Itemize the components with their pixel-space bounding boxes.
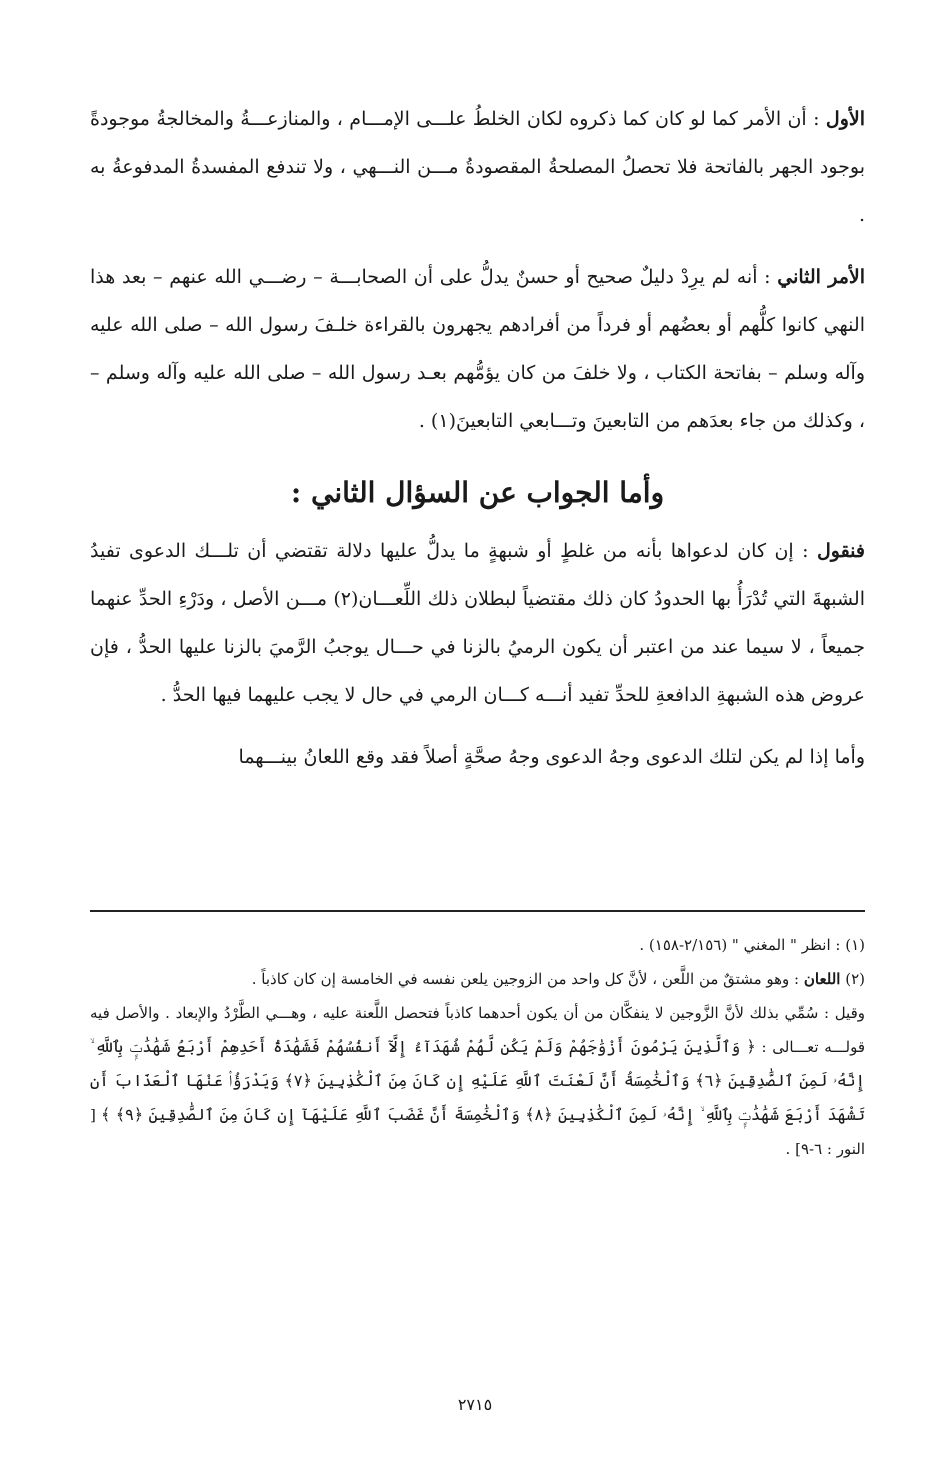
paragraph-fourth — [90, 733, 865, 781]
footnote-text: وقيل : سُمِّي بذلك لأنَّ الزَّوجين لا ينفكَّان من أن يكون أحدهما كاذباً فتحصل اللَّعنة عليه ، وهـــي الطَّرْدُ والإبعاد . والأصل فيه قولـــه تعـــالى : — [90, 1004, 865, 1056]
footnote-2-continuation — [90, 996, 865, 1166]
main-text — [90, 95, 865, 795]
section-heading: وأما الجواب عن السؤال الثاني : — [290, 476, 665, 509]
footnotes — [90, 928, 865, 1166]
paragraph-text: : أن الأمر كما لو كان كما ذكروه لكان الخلطُ علـــى الإمـــام ، والمنازعـــةُ والمخالجةُ موجودةً بوجود الجهر بالفاتحة فلا تحصلُ المصلحةُ المقصودةُ مـــن النـــهي ، ولا تندفع المفسدةُ المدفوعةُ به . — [90, 108, 865, 226]
paragraph-second — [90, 253, 865, 445]
verse-reference: [ النور : ٦-٩] . — [90, 1106, 865, 1158]
quran-verse: ﴿ وَٱلَّذِينَ يَرْمُونَ أَزْوَٰجَهُمْ وَلَمْ يَكُن لَّهُمْ شُهَدَآءُ إِلَّآ أَنفُسُهُمْ فَشَهَٰدَةُ أَحَدِهِمْ أَرْبَعُ شَهَٰدَٰتٍۭ بِٱللَّهِ ۙ إِنَّهُۥ لَمِنَ ٱلصَّٰدِقِينَ ﴿٦﴾ وَٱلْخَٰمِسَةُ أَنَّ لَعْنَتَ ٱللَّهِ عَلَيْهِ إِن كَانَ مِنَ ٱلْكَٰذِبِينَ ﴿٧﴾ وَيَدْرَؤُا۟ عَنْهَا ٱلْعَذَابَ أَن تَشْهَدَ أَرْبَعَ شَهَٰدَٰتٍۭ بِٱللَّهِ ۙ إِنَّهُۥ لَمِنَ ٱلْكَٰذِبِينَ ﴿٨﴾ وَٱلْخَٰمِسَةَ أَنَّ غَضَبَ ٱللَّهِ عَلَيْهَآ إِن كَانَ مِنَ ٱلصَّٰدِقِينَ ﴿٩﴾ ﴾ — [90, 1037, 866, 1124]
footnote-number: (٢) — [845, 970, 865, 988]
footnote-divider — [90, 910, 865, 912]
paragraph-label: الأول — [825, 108, 865, 130]
paragraph-text: وأما إذا لم يكن لتلك الدعوى وجهُ الدعوى وجهُ صحَّةٍ أصلاً فقد وقع اللعانُ بينـــهما — [238, 746, 865, 768]
footnote-1: (١) : انظر " المغني " (٢/١٥٦-١٥٨) . — [639, 936, 865, 954]
paragraph-label: فنقول — [816, 540, 866, 562]
footnote-2 — [90, 962, 865, 996]
paragraph-label: الأمر الثاني — [777, 266, 865, 288]
footnote-term: اللعان — [803, 970, 841, 988]
paragraph-first — [90, 95, 865, 239]
page-number: ٢٧١٥ — [457, 1395, 493, 1414]
footnote-text: : وهو مشتقٌ من اللَّعن ، لأنَّ كل واحد من الزوجين يلعن نفسه في الخامسة إن كان كاذباً . — [251, 970, 800, 988]
paragraph-text: : أنه لم يرِدْ دليلٌ صحيح أو حسنٌ يدلُّ على أن الصحابـــة – رضـــي الله عنهم – بعد هذا النهي كانوا كلُّهم أو بعضُهم أو فرداً من أفرادهم يجهرون بالقراءة خلـفَ رسول الله – صلى الله عليه وآله وسلم – بفاتحة الكتاب ، ولا خلفَ من كان يؤمُّهم بعـد رسول الله – صلى الله عليه وآله وسلم – ، وكذلك من جاء بعدَهم من التابعينَ وتـــابعي التابعينَ(١) . — [90, 266, 865, 432]
paragraph-third — [90, 527, 865, 719]
paragraph-text: : إن كان لدعواها بأنه من غلطٍ أو شبهةٍ ما يدلُّ عليها دلالة تقتضي أن تلـــك الدعوى تفيدُ الشبهةَ التي تُدْرَأُ بها الحدودُ كان ذلك مقتضياً لبطلان ذلك اللِّعـــان(٢) مـــن الأصل ، ودَرْءِ الحدِّ عنهما جميعاً ، لا سيما عند من اعتبر أن يكون الرميُ بالزنا في حـــال يوجبُ الرَّميَ بالزنا عليها الحدُّ ، فإن عروض هذه الشبهةِ الدافعةِ للحدِّ تفيد أنـــه كـــان الرمي في حال لا يجب عليهما فيها الحدُّ . — [90, 540, 865, 706]
